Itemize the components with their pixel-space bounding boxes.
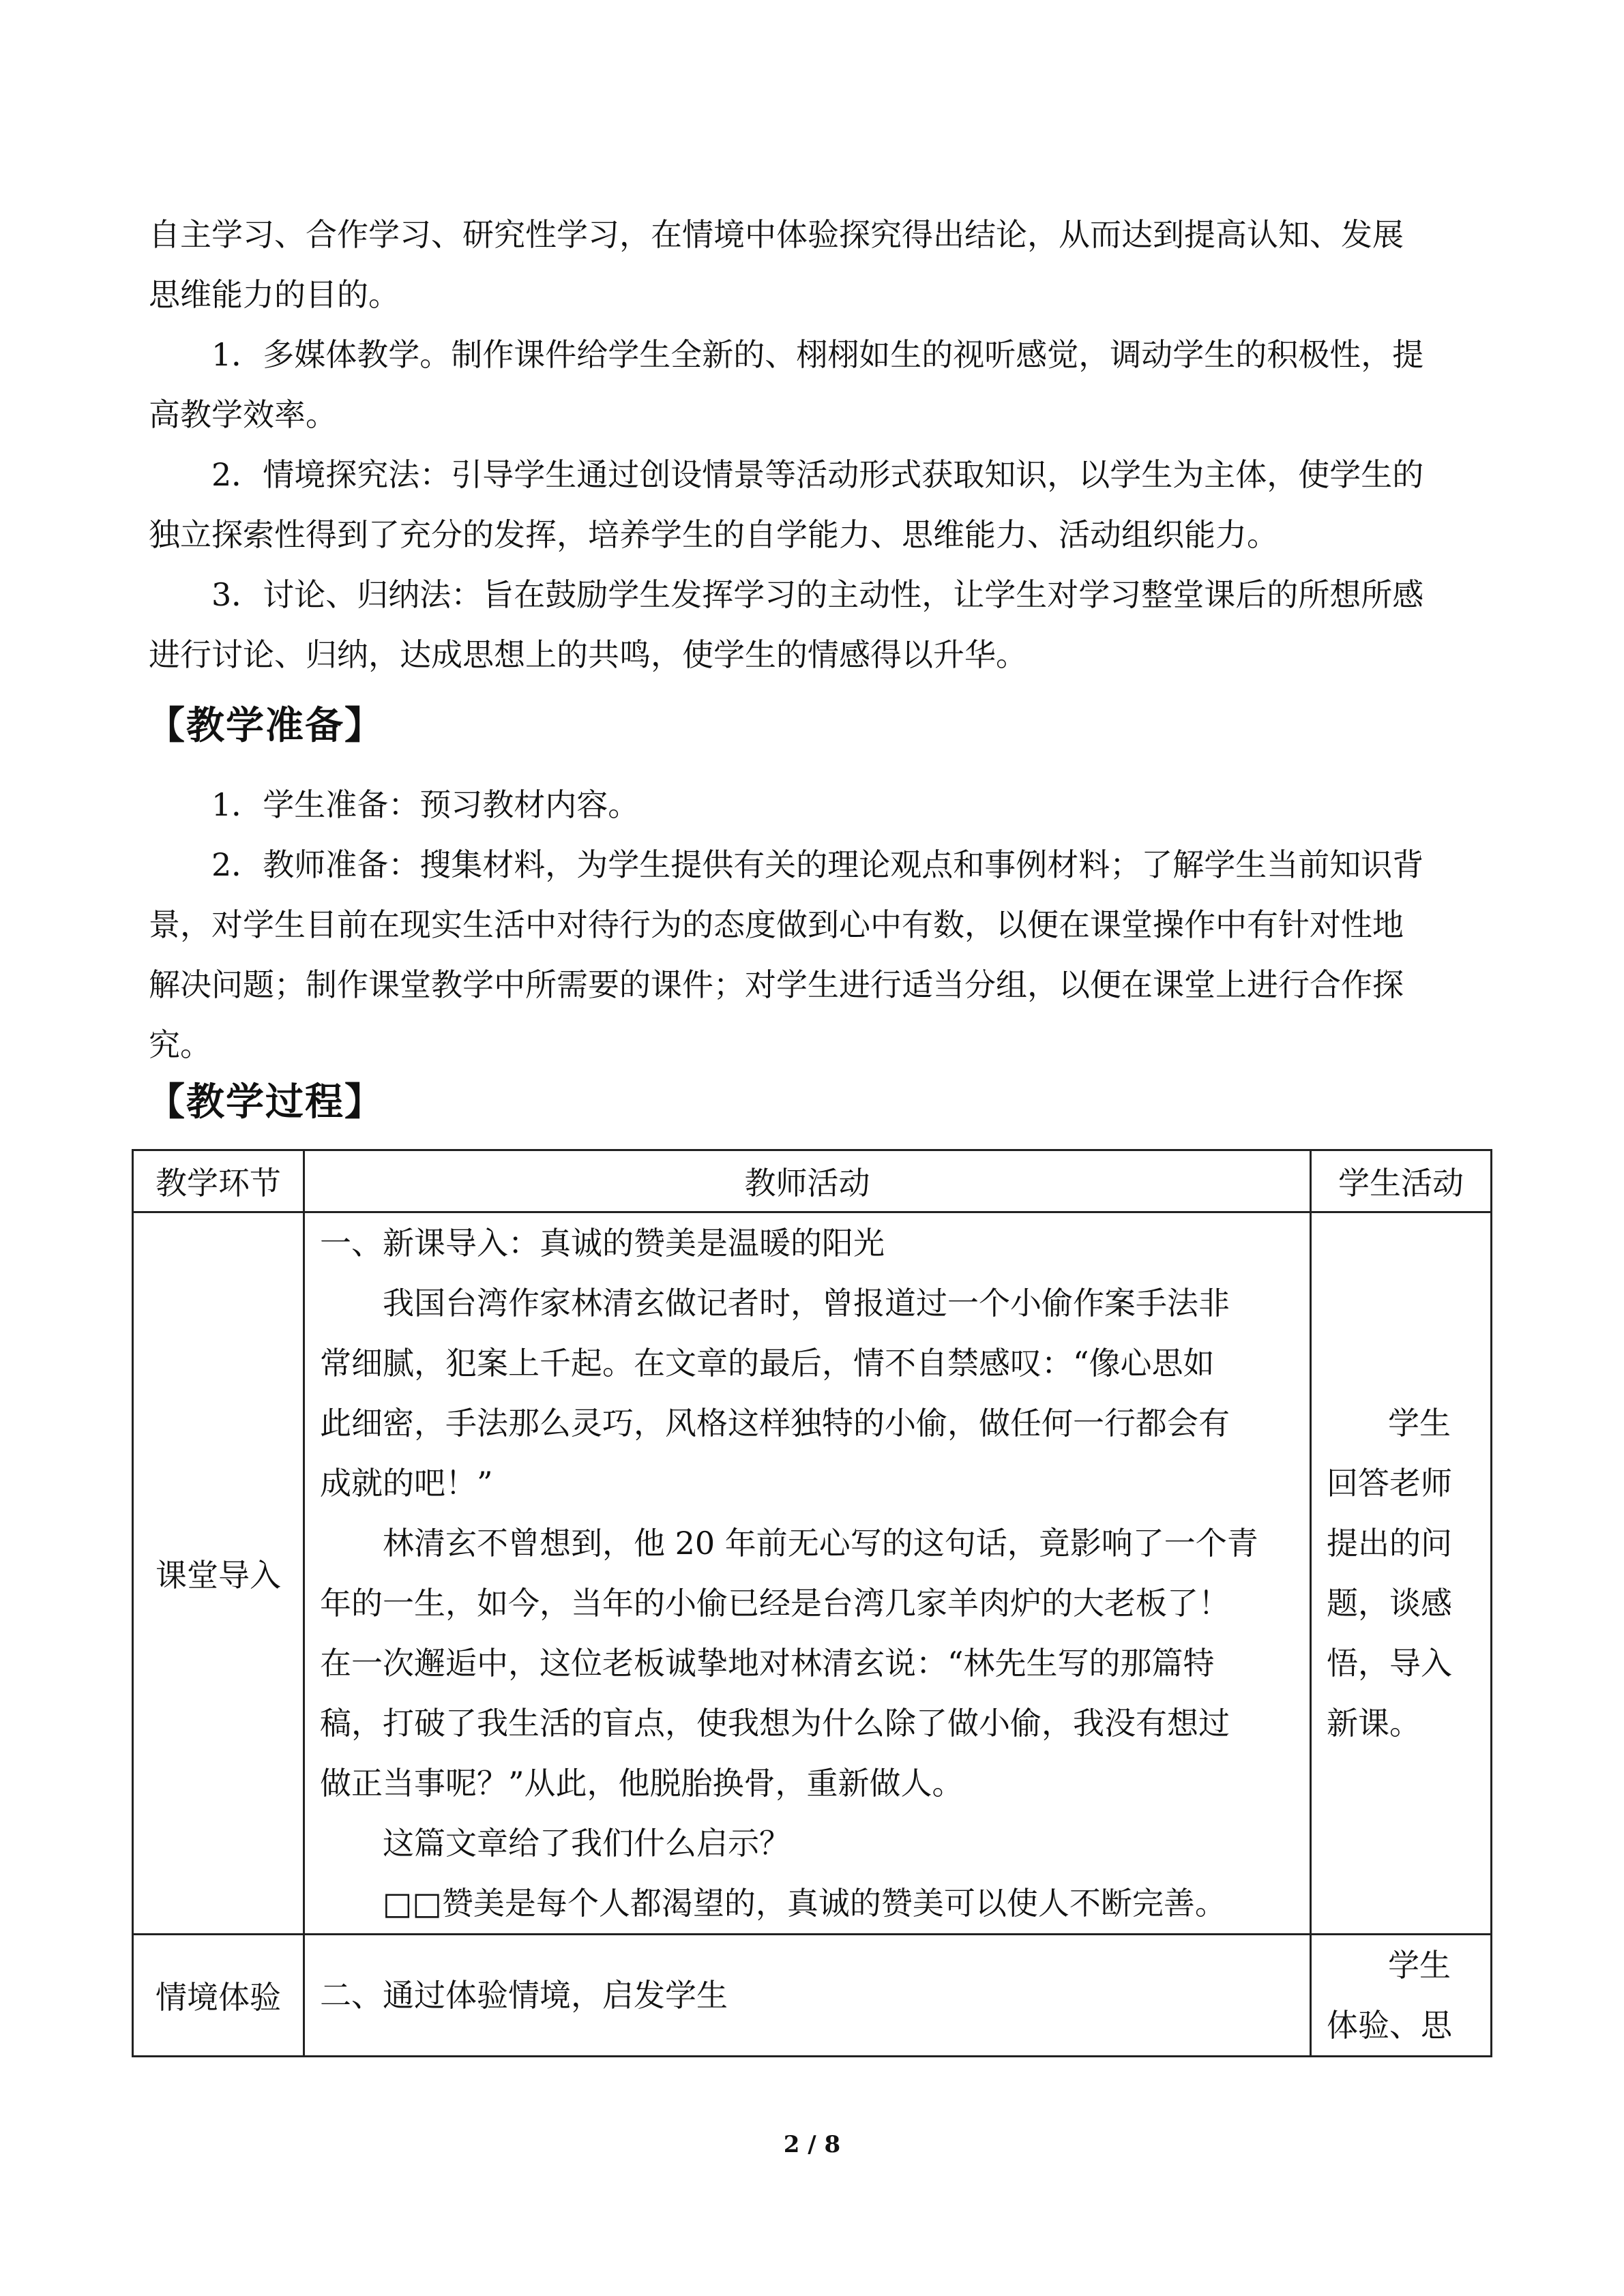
process-heading: 【教学过程】 <box>147 1079 384 1124</box>
teacher-line: 一、新课导入：真诚的赞美是温暖的阳光 <box>320 1225 885 1262</box>
teacher-line: 二、通过体验情境，启发学生 <box>320 1977 728 2014</box>
method-line: 3．讨论、归纳法：旨在鼓励学生发挥学习的主动性，让学生对学习整堂课后的所想所感 <box>211 576 1424 613</box>
method-multimedia <box>149 325 1479 445</box>
teacher-line: 年的一生，如今，当年的小偷已经是台湾几家羊肉炉的大老板了！ <box>320 1585 1230 1622</box>
student-line: 悟，导入 <box>1327 1645 1452 1682</box>
prep-line: 解决问题；制作课堂教学中所需要的课件；对学生进行适当分组，以便在课堂上进行合作探 <box>149 966 1404 1003</box>
teacher-line: 林清玄不曾想到，他 20 年前无心写的这句话，竟影响了一个青 <box>383 1525 1258 1562</box>
header-student: 学生活动 <box>1311 1150 1492 1212</box>
student-line: 提出的问 <box>1327 1525 1452 1562</box>
teaching-process-table <box>132 1149 1492 2057</box>
intro-paragraph <box>149 205 1479 325</box>
teacher-activity-cell <box>304 1212 1311 1935</box>
teacher-line: 我国台湾作家林清玄做记者时，曾报道过一个小偷作案手法非 <box>383 1285 1230 1322</box>
intro-line: 自主学习、合作学习、研究性学习，在情境中体验探究得出结论，从而达到提高认知、发展 <box>149 216 1404 253</box>
student-line: 题，谈感 <box>1327 1585 1452 1622</box>
method-line: 1．多媒体教学。制作课件给学生全新的、栩栩如生的视听感觉，调动学生的积极性，提 <box>211 336 1424 373</box>
table-header-row <box>133 1150 1492 1212</box>
method-discussion <box>149 565 1479 685</box>
intro-line: 思维能力的目的。 <box>149 276 400 313</box>
header-teacher: 教师活动 <box>304 1150 1311 1212</box>
method-line: 2．情境探究法：引导学生通过创设情景等活动形式获取知识，以学生为主体，使学生的 <box>211 456 1424 493</box>
student-activity-cell <box>1311 1935 1492 2057</box>
student-activity-cell <box>1311 1212 1492 1935</box>
student-line: 学生 <box>1388 1405 1451 1442</box>
method-line: 独立探索性得到了充分的发挥，培养学生的自学能力、思维能力、活动组织能力。 <box>149 516 1278 553</box>
prep-line: 景，对学生目前在现实生活中对待行为的态度做到心中有数，以便在课堂操作中有针对性地 <box>149 906 1404 943</box>
prep-teacher <box>149 835 1479 1075</box>
teacher-line: □□赞美是每个人都渴望的，真诚的赞美可以使人不断完善。 <box>383 1885 1226 1922</box>
method-line: 高教学效率。 <box>149 396 337 433</box>
method-situation <box>149 445 1479 565</box>
student-line: 学生 <box>1388 1947 1451 1984</box>
prep-student <box>149 775 1479 835</box>
prep-heading: 【教学准备】 <box>147 703 384 748</box>
prep-line: 究。 <box>149 1026 211 1063</box>
stage-cell: 情境体验 <box>133 1935 304 2057</box>
student-line: 体验、思 <box>1327 2007 1452 2044</box>
teacher-line: 在一次邂逅中，这位老板诚挚地对林清玄说：“林先生写的那篇特 <box>320 1645 1215 1682</box>
teacher-line: 此细密，手法那么灵巧，风格这样独特的小偷，做任何一行都会有 <box>320 1405 1230 1442</box>
teacher-line: 这篇文章给了我们什么启示？ <box>383 1825 791 1862</box>
table-row <box>133 1935 1492 2057</box>
header-stage: 教学环节 <box>133 1150 304 1212</box>
teacher-line: 做正当事呢？”从此，他脱胎换骨，重新做人。 <box>320 1765 964 1802</box>
student-line: 回答老师 <box>1327 1465 1452 1502</box>
page-number: 2 / 8 <box>783 2131 841 2158</box>
method-line: 进行讨论、归纳，达成思想上的共鸣，使学生的情感得以升华。 <box>149 636 1027 673</box>
prep-line: 2．教师准备：搜集材料，为学生提供有关的理论观点和事例材料；了解学生当前知识背 <box>211 846 1424 883</box>
teacher-line: 常细腻，犯案上千起。在文章的最后，情不自禁感叹：“像心思如 <box>320 1345 1215 1382</box>
stage-cell: 课堂导入 <box>133 1212 304 1935</box>
table-row <box>133 1212 1492 1935</box>
teacher-activity-cell <box>304 1935 1311 2057</box>
prep-line: 1．学生准备：预习教材内容。 <box>211 786 640 823</box>
teacher-line: 稿，打破了我生活的盲点，使我想为什么除了做小偷，我没有想过 <box>320 1705 1230 1742</box>
student-line: 新课。 <box>1327 1705 1421 1742</box>
teacher-line: 成就的吧！” <box>320 1465 493 1502</box>
